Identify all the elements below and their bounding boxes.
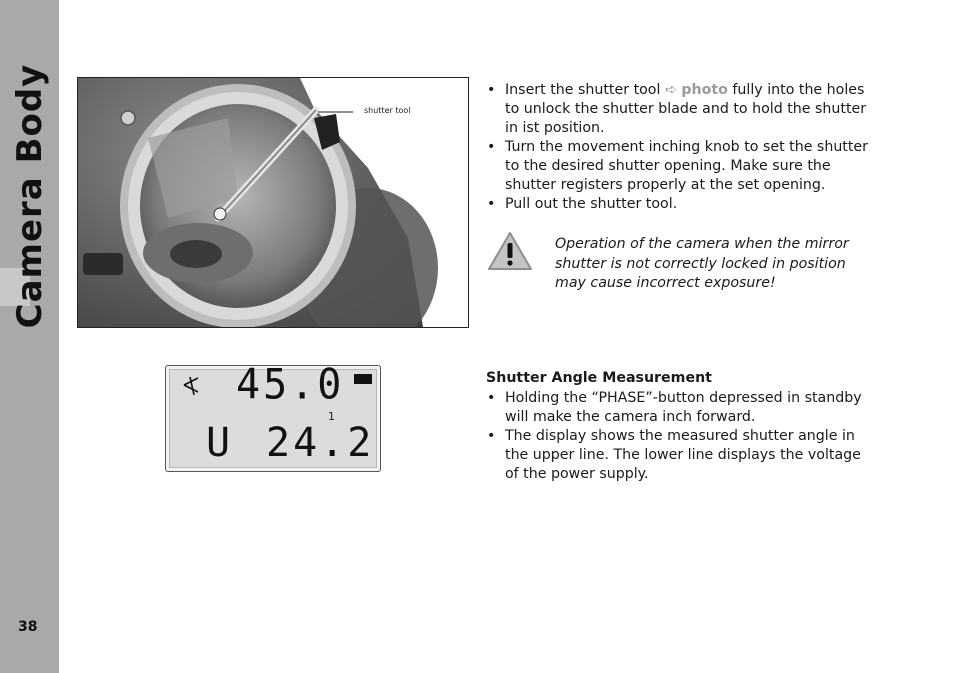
measurement-section (486, 369, 876, 484)
battery-indicator-icon (354, 374, 372, 384)
lcd-display (165, 360, 381, 472)
section-title: Camera Body (10, 63, 50, 329)
warning-text: Operation of the camera when the mirror shutter is not correctly locked in position may cause incorrect exposure! (555, 236, 849, 291)
measurement-heading: Shutter Angle Measurement (486, 370, 712, 386)
instruction-item: • Insert the shutter tool ➪ photo fully into the holes to unlock the shutter blade and to hold the shutter in ist position. (486, 81, 876, 138)
shutter-angle-icon (184, 377, 198, 395)
lcd-indicator: 1 (328, 410, 335, 423)
warning-triangle-icon (486, 230, 534, 272)
measurement-item: • Holding the “PHASE”-button depressed in standby will make the camera inch forward. (486, 389, 876, 427)
shutter-tool-callout: shutter tool (364, 106, 411, 115)
photo-reference-arrow-icon: ➪ (664, 82, 677, 98)
instruction-item: • Pull out the shutter tool. (486, 195, 876, 214)
photo-reference-link[interactable]: photo (681, 82, 728, 98)
lens-mount-illustration (78, 78, 468, 327)
lcd-lower-line: 24.2 (266, 420, 375, 466)
instructions-list (486, 81, 876, 214)
page-number: 38 (18, 619, 38, 635)
lcd-voltage-prefix: U (206, 420, 231, 466)
measurement-item: • The display shows the measured shutter angle in the upper line. The lower line displays the voltage of the power supply. (486, 427, 876, 484)
instruction-item: • Turn the movement inching knob to set the shutter to the desired shutter opening. Make sure the shutter registers properly at the set opening. (486, 138, 876, 195)
lcd-upper-line: 45.0 (236, 360, 345, 410)
